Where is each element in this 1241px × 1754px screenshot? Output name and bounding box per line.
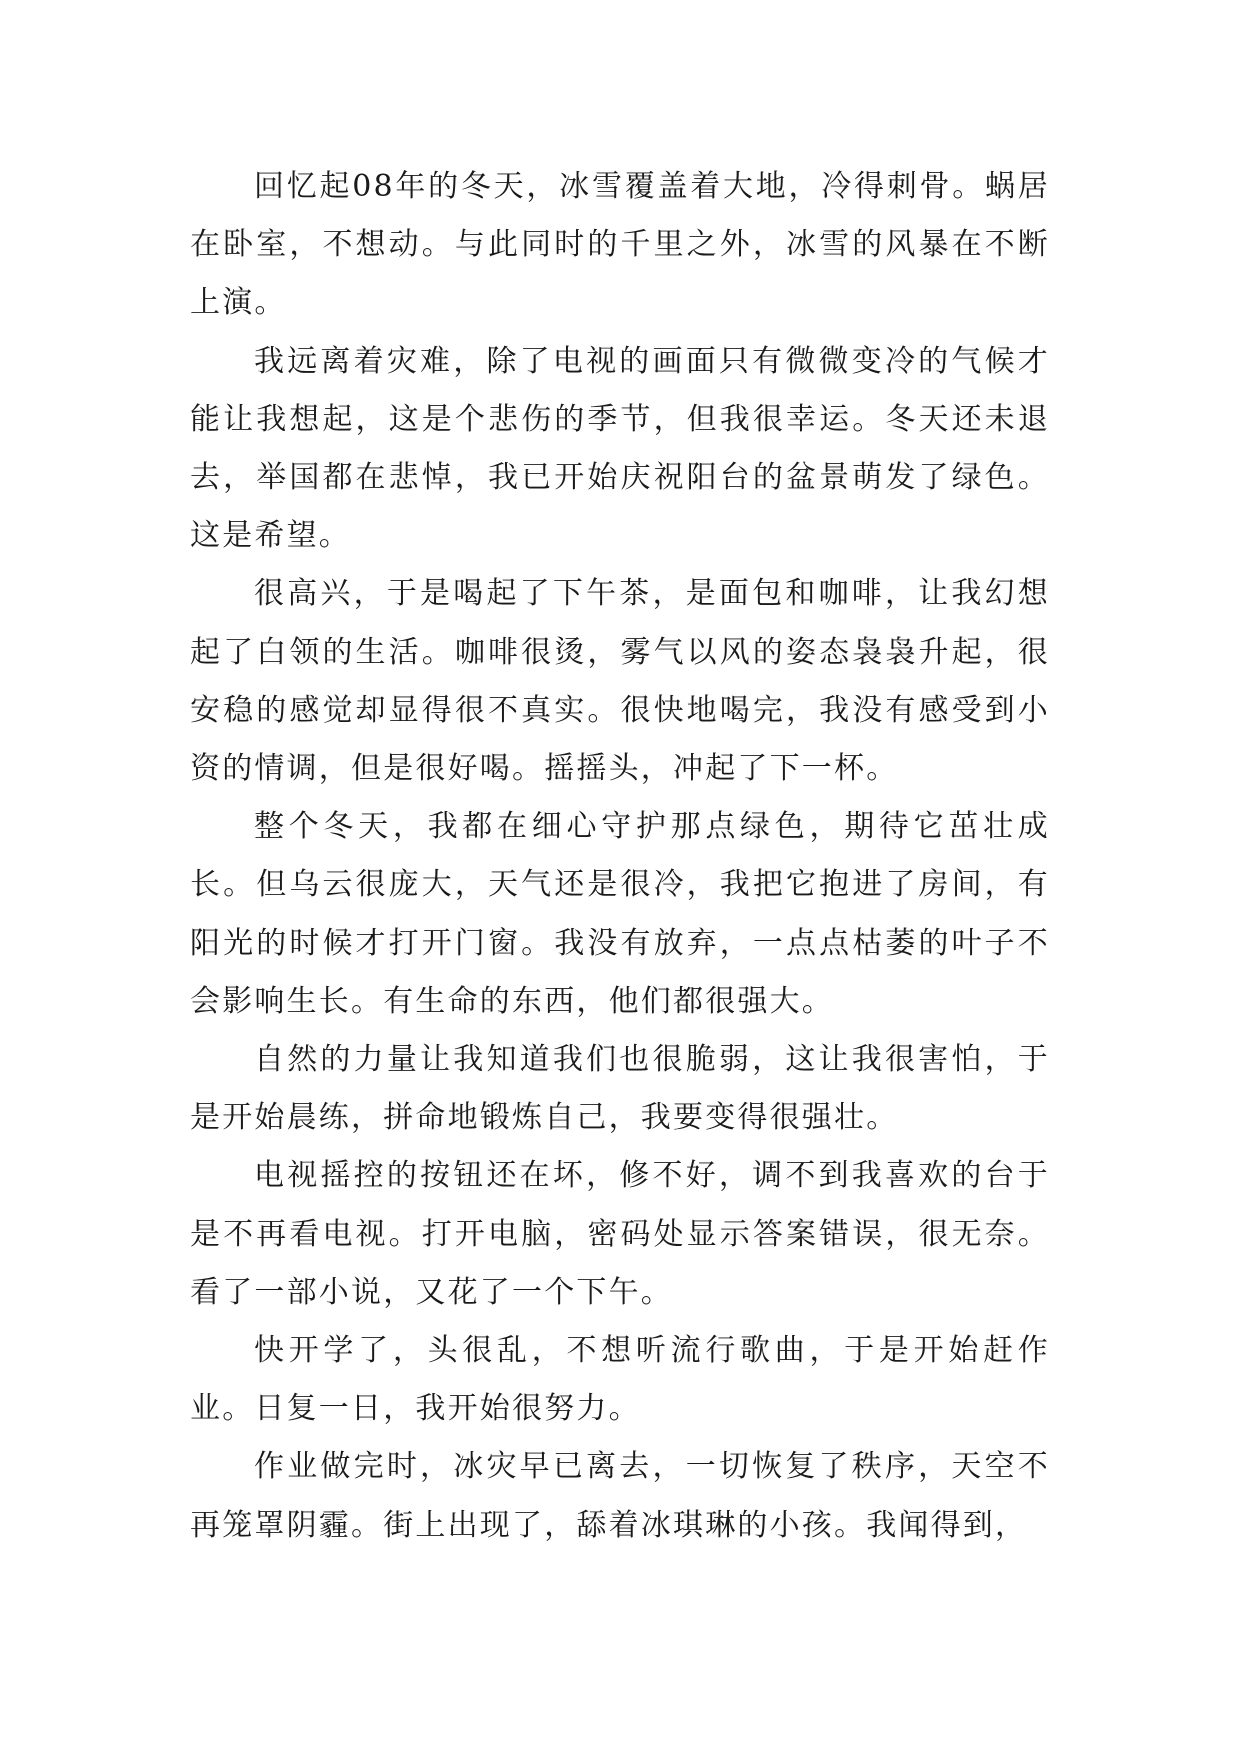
paragraph-1: 回忆起08年的冬天，冰雪覆盖着大地，冷得刺骨。蜗居在卧室，不想动。与此同时的千里之外，冰雪的风暴在不断上演。 <box>190 169 1050 321</box>
paragraph-8: 作业做完时，冰灾早已离去，一切恢复了秩序，天空不再笼罩阴霾。街上出现了，舔着冰琪琳的小孩。我闻得到， <box>190 1449 1050 1543</box>
paragraph-5: 自然的力量让我知道我们也很脆弱，这让我很害怕，于是开始晨练，拼命地锻炼自己，我要变得很强壮。 <box>190 1042 1050 1136</box>
paragraph-4: 整个冬天，我都在细心守护那点绿色，期待它茁壮成长。但乌云很庞大，天气还是很冷，我把它抱进了房间，有阳光的时候才打开门窗。我没有放弃，一点点枯萎的叶子不会影响生长。有生命的东西，他们都很强大。 <box>190 809 1050 1019</box>
paragraph-7: 快开学了，头很乱，不想听流行歌曲，于是开始赶作业。日复一日，我开始很努力。 <box>190 1333 1050 1427</box>
paragraph-6: 电视摇控的按钮还在坏，修不好，调不到我喜欢的台于是不再看电视。打开电脑，密码处显示答案错误，很无奈。看了一部小说，又花了一个下午。 <box>190 1158 1050 1310</box>
paragraph-2: 我远离着灾难，除了电视的画面只有微微变冷的气候才能让我想起，这是个悲伤的季节，但我很幸运。冬天还未退去，举国都在悲悼，我已开始庆祝阳台的盆景萌发了绿色。这是希望。 <box>190 343 1050 554</box>
paragraph-3: 很高兴，于是喝起了下午茶，是面包和咖啡，让我幻想起了白领的生活。咖啡很烫，雾气以风的姿态袅袅升起，很安稳的感觉却显得很不真实。很快地喝完，我没有感受到小资的情调，但是很好喝。摇摇头，冲起了下一杯。 <box>190 576 1050 787</box>
document-body <box>190 158 1050 1555</box>
